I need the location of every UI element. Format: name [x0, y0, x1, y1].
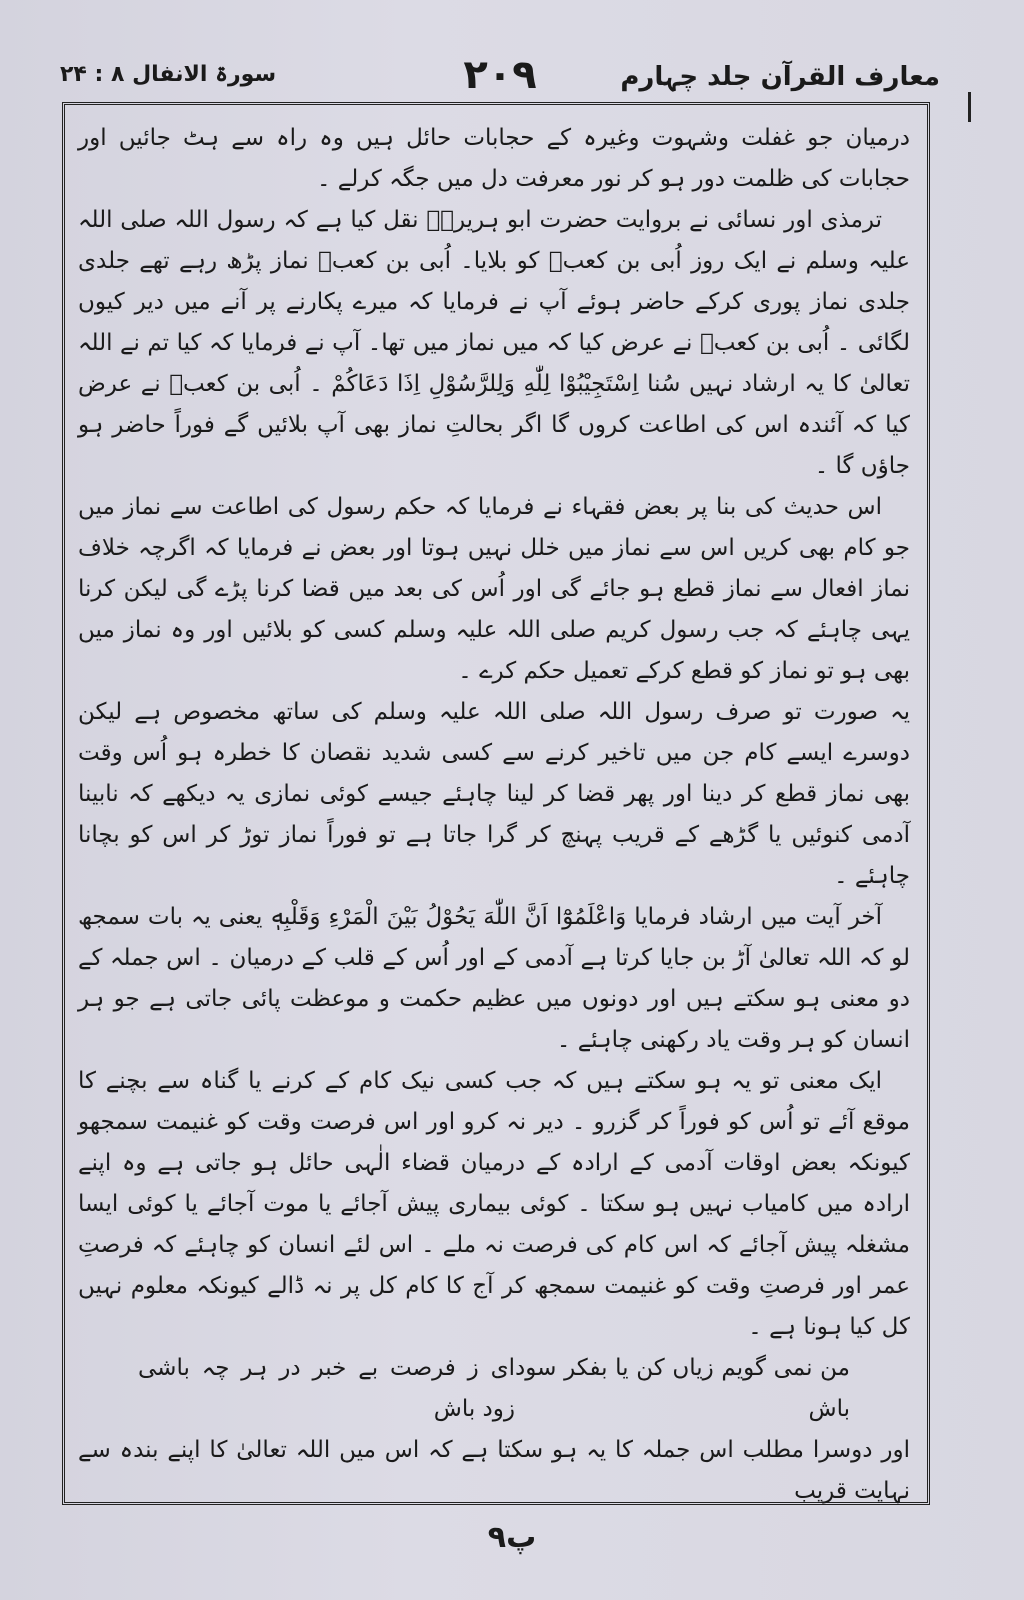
paragraph: ایک معنی تو یہ ہو سکتے ہیں کہ جب کسی نیک کام کے کرنے یا گناہ سے بچنے کا موقع آئے تو اُس کو فوراً کر گزرو ۔ دیر نہ کرو اور اس فرصت وقت کو غنیمت سمجھو کیونکہ بعض اوقات آدمی کے ارادہ کے درمیان قضاء الٰہی حائل ہو جاتی ہے وہ اپنے ارادہ میں کامیاب نہیں ہو سکتا ۔ کوئی بیماری پیش آجائے یا موت آجائے یا کوئی ایسا مشغلہ پیش آجائے کہ اس کام کی فرصت نہ ملے ۔ اس لئے انسان کو چاہئے کہ فرصتِ عمر اور فرصتِ وقت کو غنیمت سمجھ کر آج کا کام کل پر نہ ڈالے کیونکہ معلوم نہیں کل کیا ہونا ہے ۔ — [78, 1068, 910, 1340]
book-title: معارف القرآن جلد چہارم — [620, 62, 940, 92]
page-header — [60, 52, 940, 102]
margin-mark — [968, 92, 971, 122]
signature-mark: ۹پ — [487, 1520, 537, 1555]
paragraph-continuation: اور دوسرا مطلب اس جملہ کا یہ ہو سکتا ہے کہ اس میں اللہ تعالیٰ کا اپنے بندہ سے نہایت قریب — [78, 1437, 910, 1504]
persian-couplet — [78, 1348, 910, 1430]
paragraph: درمیان جو غفلت وشہوت وغیرہ کے حجابات حائل ہیں وہ راہ سے ہٹ جائیں اور حجابات کی ظلمت دور ہو کر نور معرفت دل میں جگہ کرلے ۔ — [78, 125, 911, 192]
page-number: ۲۰۹ — [463, 52, 537, 98]
paragraph: یہ صورت تو صرف رسول اللہ صلی اللہ علیہ وسلم کی ساتھ مخصوص ہے لیکن دوسرے ایسے کام جن میں تاخیر کرنے سے کسی شدید نقصان کا خطرہ ہو اُس وقت بھی نماز قطع کر دینا اور پھر قضا کر لینا چاہئے جیسے کوئی نمازی یہ دیکھے کہ نابینا آدمی کنوئیں یا گڑھے کے قریب پہنچ کر گرا جاتا ہے تو فوراً نماز توڑ کر اس کو بچانا چاہئے ۔ — [78, 699, 910, 889]
body-text — [78, 118, 911, 1504]
surah-reference: سورۃ الانفال ۸ : ۲۴ — [60, 62, 277, 87]
couplet-first-hemistich: من نمی گویم زیاں کن یا بفکر سود باش — [515, 1355, 850, 1422]
paragraph: اس حدیث کی بنا پر بعض فقہاء نے فرمایا کہ حکم رسول کی اطاعت سے نماز میں جو کام بھی کریں اس سے نماز میں خلل نہیں ہوتا اور بعض نے فرمایا کہ اگرچہ خلاف نماز افعال سے نماز قطع ہو جائے گی اور اُس کی بعد میں قضا کرنا پڑے گی لیکن کرنا یہی چاہئے کہ جب رسول کریم صلی اللہ علیہ وسلم کسی کو بلائیں اور وہ نماز میں بھی ہو تو نماز کو قطع کرکے تعمیل حکم کرے ۔ — [78, 494, 910, 684]
paragraph: آخر آیت میں ارشاد فرمایا وَاعْلَمُوْٓا اَنَّ اللّٰهَ يَحُوْلُ بَيْنَ الْمَرْءِ وَقَلْبِهٖ یعنی یہ بات سمجھ لو کہ اللہ تعالیٰ آڑ بن جایا کرتا ہے آدمی کے اور اُس کے قلب کے درمیان ۔ اس جملہ کے دو معنی ہو سکتے ہیں اور دونوں میں عظیم حکمت و موعظت پائی جاتی ہے جو ہر انسان کو ہر وقت یاد رکھنی چاہئے ۔ — [78, 904, 910, 1053]
paragraph: ترمذی اور نسائی نے بروایت حضرت ابو ہریرہؓ نقل کیا ہے کہ رسول اللہ صلی اللہ علیہ وسلم نے ایک روز اُبی بن کعبؓ کو بلایا۔ اُبی بن کعبؓ نماز پڑھ رہے تھے جلدی جلدی نماز پوری کرکے حاضر ہوئے آپ نے فرمایا کہ میرے پکارنے پر آنے میں دیر کیوں لگائی ۔ اُبی بن کعبؓ نے عرض کیا کہ میں نماز میں تھا۔ آپ نے فرمایا کہ کیا تم نے اللہ تعالیٰ کا یہ ارشاد نہیں سُنا اِسْتَجِيْبُوْا لِلّٰهِ وَلِلرَّسُوْلِ اِذَا دَعَاكُمْ ۔ اُبی بن کعبؓ نے عرض کیا کہ آئندہ اس کی اطاعت کروں گا اگر بحالتِ نماز بھی آپ بلائیں گے فوراً حاضر ہو جاؤں گا ۔ — [78, 207, 910, 479]
couplet-second-hemistich: ای ز فرصت بے خبر در ہر چہ باشی زود باش — [138, 1355, 516, 1422]
